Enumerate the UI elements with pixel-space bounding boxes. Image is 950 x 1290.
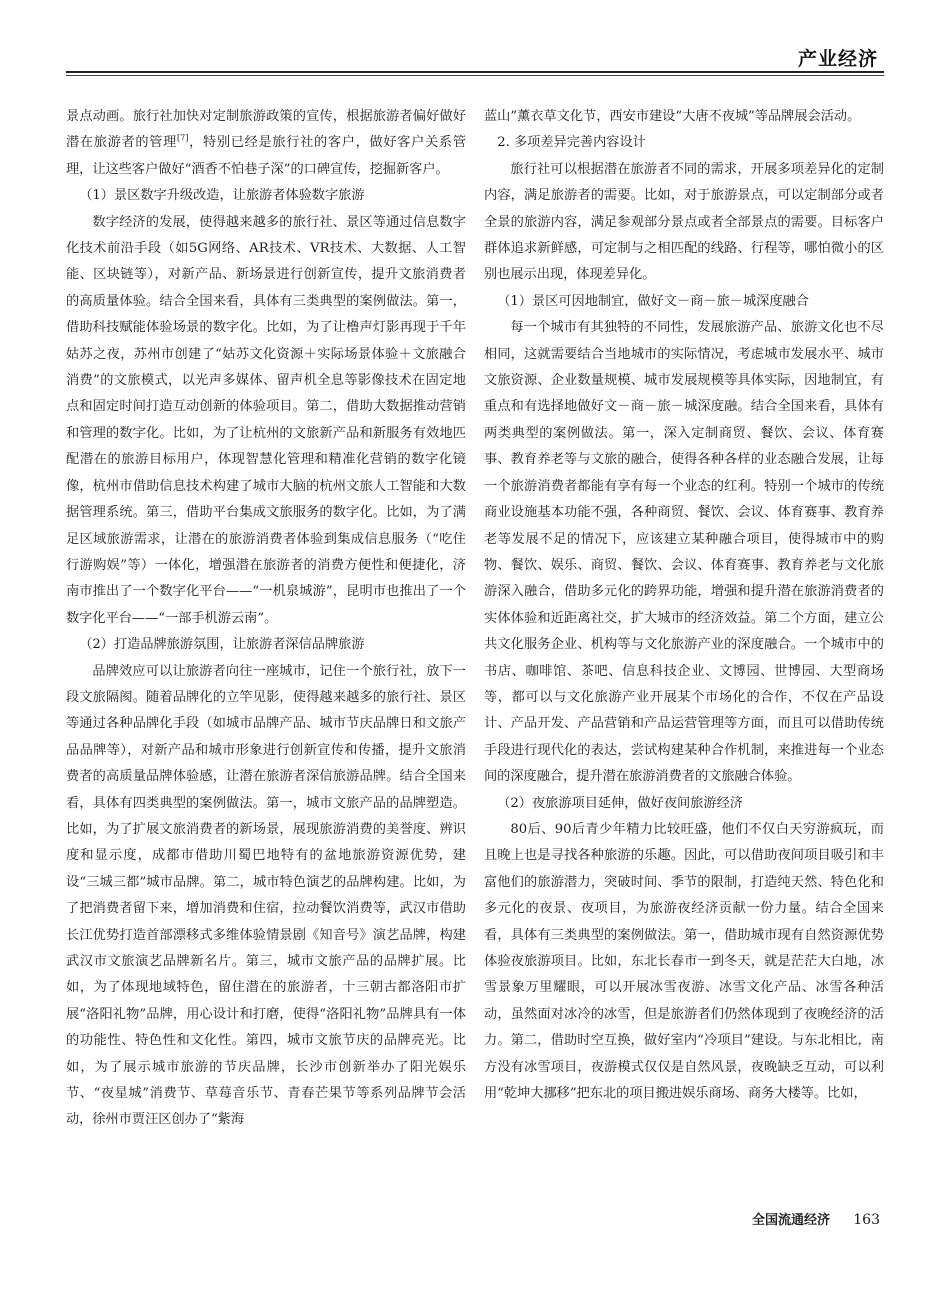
paragraph: 景点动画。旅行社加快对定制旅游政策的宣传，根据旅游者偏好做好潜在旅游者的管理[7]，特别已经是旅行社的客户，做好客户关系管理，让这些客户做好“酒香不怕巷子深”的口碑宣传，挖掘新客户。 [66,109,467,177]
page-number: 163 [853,1212,880,1228]
subsection-heading: （2）打造品牌旅游氛围，让旅游者深信品牌旅游 [79,637,365,653]
left-column [66,104,466,1134]
paragraph: 品牌效应可以让旅游者向往一座城市，记住一个旅行社，放下一段文旅隔阂。随着品牌化的立竿见影，使得越来越多的旅行社、景区等通过各种品牌化手段（如城市品牌产品、城市节庆品牌日和文旅产品品牌等），对新产品和城市形象进行创新宣传和传播，提升文旅消费者的高质量品牌体验感，让潜在旅游者深信旅游品牌。结合全国来看，具体有四类典型的案例做法。第一，城市文旅产品的品牌塑造。比如，为了扩展文旅消费者的新场景，展现旅游消费的美誉度、辨识度和显示度，成都市借助川蜀巴地特有的盆地旅游资源优势，建设“三城三都”城市品牌。第二，城市特色演艺的品牌构建。比如，为了把消费者留下来，增加消费和住宿，拉动餐饮消费等，武汉市借助长江优势打造首部漂移式多维体验情景剧《知音号》演艺品牌，构建武汉市文旅演艺品牌新名片。第三，城市文旅产品的品牌扩展。比如，为了体现地域特色，留住潜在的旅游者，十三朝古都洛阳市扩展“洛阳礼物”品牌，用心设计和打磨，使得“洛阳礼物”品牌具有一体的功能性、特色性和文化性。第四，城市文旅节庆的品牌亮光。比如，为了展示城市旅游的节庆品牌，长沙市创新举办了阳光娱乐节、“夜星城”消费节、草莓音乐节、青春芒果节等系列品牌节会活动，徐州市贾汪区创办了“紫海 [66,663,466,1128]
header-rule-thick [66,71,884,73]
right-column [484,104,884,1107]
header-rule-thin [66,75,884,76]
paragraph: 蓝山”薰衣草文化节，西安市建设“大唐不夜城”等品牌展会活动。 [484,109,861,124]
subsection-heading: （1）景区数字升级改造，让旅游者体验数字旅游 [79,188,365,204]
paragraph: 数字经济的发展，使得越来越多的旅行社、景区等通过信息数字化技术前沿手段（如5G网络、AR技术、VR技术、大数据、人工智能、区块链等），对新产品、新场景进行创新宣传，提升文旅消费者的高质量体验。结合全国来看，具体有三类典型的案例做法。第一，借助科技赋能体验场景的数字化。比如，为了让橹声灯影再现于千年姑苏之夜，苏州市创建了“姑苏文化资源＋实际场景体验＋文旅融合消费”的文旅模式，以光声多媒体、留声机全息等影像技术在固定地点和固定时间打造互动创新的体验项目。第二，借助大数据推动营销和管理的数字化。比如，为了让杭州的文旅新产品和新服务有效地匹配潜在的旅游目标用户，体现智慧化管理和精准化营销的数字化镜像，杭州市借助信息技术构建了城市大脑的杭州文旅人工智能和大数据管理系统。第三，借助平台集成文旅服务的数字化。比如，为了满足区域旅游需求，让潜在的旅游消费者体验到集成信息服务（“吃住行游购娱”等）一体化，增强潜在旅游者的消费方便性和便捷化，济南市推出了一个数字化平台——“一机泉城游”，昆明市也推出了一个数字化平台——“一部手机游云南”。 [66,214,466,626]
subsection-heading: （2）夜旅游项目延伸，做好夜间旅游经济 [497,795,743,811]
section-heading: 2. 多项差异完善内容设计 [497,135,646,151]
subsection-heading: （1）景区可因地制宜，做好文－商－旅－城深度融合 [497,293,809,309]
paragraph: 每一个城市有其独特的不同性，发展旅游产品、旅游文化也不尽相同，这就需要结合当地城市的实际情况，考虑城市发展水平、城市文旅资源、企业数量规模、城市发展规模等具体实际，因地制宜，有重点和有选择地做好文－商－旅－城深度融。结合全国来看，具体有两类典型的案例做法。第一，深入定制商贸、餐饮、会议、体育赛事、教育养老等与文旅的融合，使得各种各样的业态融合发展，让每一个旅游消费者都能有享有每一个业态的红利。特别一个城市的传统商业设施基本功能不强，各种商贸、餐饮、会议、体育赛事、教育养老等发展不足的情况下，应该建立某种融合项目，使得城市中的购物、餐饮、娱乐、商贸、餐饮、会议、体育赛事、教育养老与文化旅游深入融合，借助多元化的跨界功能，增强和提升潜在旅游消费者的实体体验和近距离社交，扩大城市的经济效益。第二个方面，建立公共文化服务企业、机构等与文化旅游产业的深度融合。一个城市中的书店、咖啡馆、茶吧、信息科技企业、文博园、世博园、大型商场等，都可以与文化旅游产业开展某个市场化的合作，不仅在产品设计、产品开发、产品营销和产品运营管理等方面，而且可以借助传统手段进行现代化的表达，尝试构建某种合作机制，来推进每一个业态间的深度融合，提升潜在旅游消费者的文旅融合体验。 [484,320,884,785]
paragraph: 80后、90后青少年精力比较旺盛，他们不仅白天穷游疯玩，而且晚上也是寻找各种旅游的乐趣。因此，可以借助夜间项目吸引和丰富他们的旅游潜力，突破时间、季节的限制，打造纯天然、特色化和多元化的夜景、夜项目，为旅游夜经济贡献一份力量。结合全国来看，具体有三类典型的案例做法。第一，借助城市现有自然资源优势体验夜旅游项目。比如，东北长春市一到冬天，就是茫茫大白地，冰雪景象万里耀眼，可以开展冰雪夜游、冰雪文化产品、冰雪各种活动，虽然面对冰冷的冰雪，但是旅游者们仍然体现到了夜晚经济的活力。第二，借助时空互换，做好室内“冷项目”建设。与东北相比，南方没有冰雪项目，夜游模式仅仅是自然风景，夜晚缺乏互动，可以利用“乾坤大挪移”把东北的项目搬进娱乐商场、商务大楼等。比如， [484,821,884,1102]
section-header: 产业经济 [797,48,878,70]
paragraph: 旅行社可以根据潜在旅游者不同的需求，开展多项差异化的定制内容，满足旅游者的需要。比如，对于旅游景点，可以定制部分或者全景的旅游内容，满足参观部分景点或者全部景点的需要。目标客户群体追求新鲜感，可定制与之相匹配的线路、行程等，哪怕微小的区别也展示出现，体现差异化。 [484,161,884,283]
citation-ref: [7] [177,134,189,144]
journal-name: 全国流通经济 [751,1213,830,1228]
